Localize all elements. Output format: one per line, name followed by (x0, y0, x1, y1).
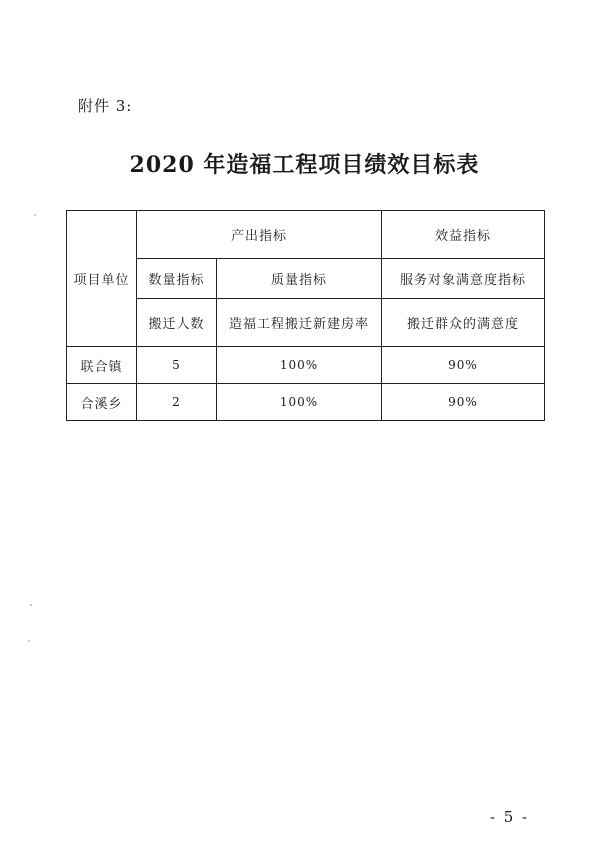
performance-target-table (66, 210, 545, 421)
scan-speck (30, 604, 32, 606)
satisfaction-indicator-desc: 搬迁群众的满意度 (382, 299, 545, 347)
quantity-indicator-header: 数量指标 (137, 259, 217, 299)
row-quantity-cell: 5 (137, 347, 217, 384)
output-indicator-header: 产出指标 (137, 211, 382, 259)
row-unit-cell: 合溪乡 (67, 384, 137, 421)
row-quantity-cell: 2 (137, 384, 217, 421)
quality-indicator-header: 质量指标 (217, 259, 382, 299)
row-satisfaction-cell: 90% (382, 347, 545, 384)
attachment-label: 附件 3: (78, 97, 133, 115)
scan-speck (28, 640, 30, 642)
row-satisfaction-cell: 90% (382, 384, 545, 421)
quality-indicator-desc: 造福工程搬迁新建房率 (217, 299, 382, 347)
scan-speck (34, 214, 36, 216)
table-header-row-2 (67, 259, 545, 299)
satisfaction-indicator-header: 服务对象满意度指标 (382, 259, 545, 299)
quantity-indicator-desc: 搬迁人数 (137, 299, 217, 347)
table-header-row-1 (67, 211, 545, 259)
document-title: 2020 年造福工程项目绩效目标表 (129, 152, 480, 178)
table-header-row-3 (67, 299, 545, 347)
page-number: - 5 - (489, 808, 530, 826)
table-row (67, 347, 545, 384)
unit-header-cell: 项目单位 (67, 211, 137, 347)
row-quality-cell: 100% (217, 384, 382, 421)
table-row (67, 384, 545, 421)
benefit-indicator-header: 效益指标 (382, 211, 545, 259)
row-quality-cell: 100% (217, 347, 382, 384)
row-unit-cell: 联合镇 (67, 347, 137, 384)
